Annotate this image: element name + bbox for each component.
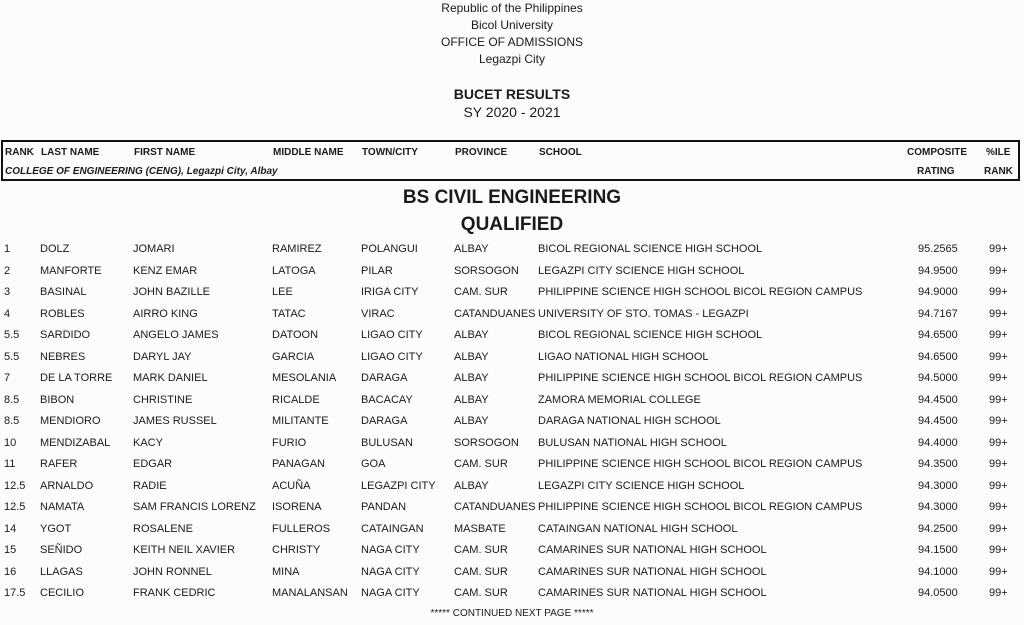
table-row	[0, 368, 1024, 390]
school-cell: PHILIPPINE SCIENCE HIGH SCHOOL BICOL REGION CAMPUS	[538, 458, 863, 470]
province-cell: ALBAY	[454, 243, 489, 255]
percentile-cell: 99+	[989, 522, 1008, 535]
rank-cell: 12.5	[4, 501, 26, 513]
rating-cell: 94.7167	[918, 307, 958, 320]
qualification-status: QUALIFIED	[460, 214, 564, 235]
province-cell: ALBAY	[454, 329, 489, 341]
middle-name-cell: FURIO	[272, 436, 307, 449]
column-header-box	[1, 140, 1020, 181]
town-cell: BULUSAN	[361, 436, 413, 449]
rank-cell: 7	[4, 372, 11, 384]
table-row	[0, 519, 1024, 541]
town-cell: POLANGUI	[361, 243, 418, 255]
school-cell: BICOL REGIONAL SCIENCE HIGH SCHOOL	[538, 243, 763, 255]
school-cell: LEGAZPI CITY SCIENCE HIGH SCHOOL	[538, 264, 745, 277]
last-name-cell: DE LA TORRE	[40, 372, 113, 384]
percentile-cell: 99+	[989, 264, 1008, 277]
school-cell: BICOL REGIONAL SCIENCE HIGH SCHOOL	[538, 329, 763, 341]
school-cell: UNIVERSITY OF STO. TOMAS - LEGAZPI	[538, 307, 749, 320]
town-cell: LEGAZPI CITY	[361, 479, 436, 492]
school-year: SY 2020 - 2021	[463, 104, 561, 120]
first-name-cell: JOHN BAZILLE	[133, 286, 211, 298]
province-cell: SORSOGON	[454, 436, 519, 449]
middle-name-cell: ISORENA	[272, 501, 322, 513]
first-name-cell: KEITH NEIL XAVIER	[133, 544, 236, 556]
rating-cell: 94.9500	[918, 264, 958, 277]
rank-cell: 8.5	[4, 393, 20, 406]
middle-name-cell: LATOGA	[272, 264, 316, 277]
rank-cell: 17.5	[4, 587, 26, 599]
percentile-cell: 99+	[989, 415, 1008, 427]
first-name-cell: FRANK CEDRIC	[133, 587, 216, 599]
rating-cell: 94.3000	[918, 501, 958, 513]
first-name-cell: KACY	[133, 436, 163, 449]
percentile-cell: 99+	[989, 372, 1008, 384]
town-cell: VIRAC	[361, 307, 395, 320]
percentile-cell: 99+	[989, 243, 1008, 255]
middle-name-cell: RAMIREZ	[272, 243, 322, 255]
rank-cell: 2	[4, 264, 11, 277]
province-cell: CAM. SUR	[454, 458, 508, 470]
col-province: PROVINCE	[455, 147, 508, 158]
college-name: COLLEGE OF ENGINEERING (CENG), Legazpi City, Albay	[5, 166, 278, 177]
last-name-cell: BASINAL	[40, 286, 87, 298]
first-name-cell: RADIE	[133, 479, 167, 492]
school-cell: CATAINGAN NATIONAL HIGH SCHOOL	[538, 522, 738, 535]
school-cell: BULUSAN NATIONAL HIGH SCHOOL	[538, 436, 727, 449]
middle-name-cell: MILITANTE	[272, 415, 329, 427]
first-name-cell: SAM FRANCIS LORENZ	[133, 501, 256, 513]
col-school: SCHOOL	[539, 147, 582, 158]
first-name-cell: JOMARI	[133, 243, 175, 255]
col-rank: RANK	[5, 147, 34, 158]
province-cell: CAM. SUR	[454, 565, 508, 578]
table-row	[0, 562, 1024, 584]
rank-cell: 4	[4, 307, 11, 320]
header-line-republic: Republic of the Philippines	[441, 1, 583, 15]
last-name-cell: ROBLES	[40, 307, 85, 320]
first-name-cell: JAMES RUSSEL	[133, 415, 217, 427]
header-line-office: OFFICE OF ADMISSIONS	[440, 35, 583, 49]
percentile-cell: 99+	[989, 307, 1008, 320]
last-name-cell: RAFER	[40, 458, 78, 470]
table-row	[0, 497, 1024, 519]
table-row	[0, 433, 1024, 455]
rank-cell: 5.5	[4, 329, 20, 341]
table-row	[0, 347, 1024, 369]
last-name-cell: ARNALDO	[40, 479, 94, 492]
middle-name-cell: FULLEROS	[272, 522, 331, 535]
province-cell: CAM. SUR	[454, 286, 508, 298]
last-name-cell: CECILIO	[40, 587, 85, 599]
province-cell: ALBAY	[454, 479, 489, 492]
percentile-cell: 99+	[989, 329, 1008, 341]
province-cell: MASBATE	[454, 522, 506, 535]
middle-name-cell: MANALANSAN	[272, 587, 348, 599]
town-cell: CATAINGAN	[361, 522, 424, 535]
province-cell: SORSOGON	[454, 264, 519, 277]
percentile-cell: 99+	[989, 350, 1008, 363]
col-rating: RATING	[917, 166, 955, 177]
table-row	[0, 411, 1024, 433]
program-name: BS CIVIL ENGINEERING	[402, 187, 622, 208]
school-cell: PHILIPPINE SCIENCE HIGH SCHOOL BICOL REGION CAMPUS	[538, 286, 863, 298]
last-name-cell: SEÑIDO	[40, 544, 83, 556]
province-cell: CATANDUANES	[454, 307, 536, 320]
last-name-cell: LLAGAS	[40, 565, 83, 578]
first-name-cell: CHRISTINE	[133, 393, 193, 406]
town-cell: LIGAO CITY	[361, 350, 423, 363]
percentile-cell: 99+	[989, 393, 1008, 406]
table-row	[0, 454, 1024, 476]
middle-name-cell: PANAGAN	[272, 458, 325, 470]
col-first-name: FIRST NAME	[134, 147, 196, 158]
school-cell: ZAMORA MEMORIAL COLLEGE	[538, 393, 701, 406]
rating-cell: 94.4500	[918, 415, 958, 427]
first-name-cell: ANGELO JAMES	[133, 329, 219, 341]
province-cell: CATANDUANES	[454, 501, 536, 513]
rating-cell: 94.3000	[918, 479, 958, 492]
rating-cell: 94.1500	[918, 544, 958, 556]
percentile-cell: 99+	[989, 501, 1008, 513]
header-line-university: Bicol University	[470, 18, 554, 32]
continued-note: ***** CONTINUED NEXT PAGE *****	[430, 608, 594, 619]
province-cell: ALBAY	[454, 393, 489, 406]
last-name-cell: MENDIZABAL	[40, 436, 111, 449]
school-cell: CAMARINES SUR NATIONAL HIGH SCHOOL	[538, 565, 767, 578]
rank-cell: 5.5	[4, 350, 20, 363]
school-cell: PHILIPPINE SCIENCE HIGH SCHOOL BICOL REGION CAMPUS	[538, 501, 863, 513]
town-cell: PANDAN	[361, 501, 407, 513]
province-cell: ALBAY	[454, 350, 489, 363]
middle-name-cell: DATOON	[272, 329, 319, 341]
first-name-cell: JOHN RONNEL	[133, 565, 212, 578]
rating-cell: 94.6500	[918, 329, 958, 341]
percentile-cell: 99+	[989, 544, 1008, 556]
table-row	[0, 390, 1024, 412]
table-row	[0, 261, 1024, 283]
middle-name-cell: ACUÑA	[272, 479, 311, 492]
col-town-city: TOWN/CITY	[362, 147, 418, 158]
institution-header	[0, 0, 1024, 68]
document-title: BUCET RESULTS	[453, 86, 571, 102]
middle-name-cell: GARCIA	[272, 350, 315, 363]
rating-cell: 94.4500	[918, 393, 958, 406]
rating-cell: 95.2565	[918, 243, 958, 255]
province-cell: CAM. SUR	[454, 587, 508, 599]
first-name-cell: EDGAR	[133, 458, 173, 470]
rank-cell: 12.5	[4, 479, 26, 492]
rating-cell: 94.2500	[918, 522, 958, 535]
town-cell: NAGA CITY	[361, 565, 420, 578]
last-name-cell: YGOT	[40, 522, 72, 535]
middle-name-cell: RICALDE	[272, 393, 320, 406]
rating-cell: 94.9000	[918, 286, 958, 298]
province-cell: CAM. SUR	[454, 544, 508, 556]
rank-cell: 11	[4, 458, 16, 470]
table-row	[0, 476, 1024, 498]
rank-cell: 16	[4, 565, 17, 578]
results-list	[0, 239, 1024, 605]
rating-cell: 94.4000	[918, 436, 958, 449]
rating-cell: 94.3500	[918, 458, 958, 470]
town-cell: PILAR	[361, 264, 393, 277]
table-row	[0, 282, 1024, 304]
rating-cell: 94.0500	[918, 587, 958, 599]
first-name-cell: MARK DANIEL	[133, 372, 208, 384]
school-cell: CAMARINES SUR NATIONAL HIGH SCHOOL	[538, 544, 767, 556]
table-row	[0, 583, 1024, 605]
school-cell: PHILIPPINE SCIENCE HIGH SCHOOL BICOL REGION CAMPUS	[538, 372, 863, 384]
middle-name-cell: CHRISTY	[272, 544, 321, 556]
town-cell: DARAGA	[361, 415, 408, 427]
school-cell: DARAGA NATIONAL HIGH SCHOOL	[538, 415, 721, 427]
table-row	[0, 304, 1024, 326]
rating-cell: 94.5000	[918, 372, 958, 384]
first-name-cell: AIRRO KING	[133, 307, 198, 320]
town-cell: DARAGA	[361, 372, 408, 384]
rank-cell: 8.5	[4, 415, 20, 427]
province-cell: ALBAY	[454, 415, 489, 427]
rating-cell: 94.6500	[918, 350, 958, 363]
last-name-cell: MANFORTE	[40, 264, 102, 277]
table-row	[0, 239, 1024, 261]
table-row	[0, 540, 1024, 562]
town-cell: LIGAO CITY	[361, 329, 423, 341]
last-name-cell: NEBRES	[40, 350, 86, 363]
last-name-cell: DOLZ	[40, 243, 70, 255]
first-name-cell: ROSALENE	[133, 522, 193, 535]
middle-name-cell: TATAC	[272, 307, 306, 320]
town-cell: NAGA CITY	[361, 544, 420, 556]
middle-name-cell: LEE	[272, 286, 293, 298]
school-cell: LIGAO NATIONAL HIGH SCHOOL	[538, 350, 709, 363]
last-name-cell: SARDIDO	[40, 329, 91, 341]
middle-name-cell: MINA	[272, 565, 300, 578]
last-name-cell: MENDIORO	[40, 415, 101, 427]
percentile-cell: 99+	[989, 458, 1008, 470]
town-cell: BACACAY	[361, 393, 413, 406]
col-middle-name: MIDDLE NAME	[273, 147, 344, 158]
middle-name-cell: MESOLANIA	[272, 372, 337, 384]
last-name-cell: BIBON	[40, 393, 75, 406]
town-cell: NAGA CITY	[361, 587, 420, 599]
rank-cell: 14	[4, 522, 17, 535]
col-last-name: LAST NAME	[41, 147, 100, 158]
col-composite: COMPOSITE	[907, 147, 968, 158]
first-name-cell: DARYL JAY	[133, 350, 192, 363]
town-cell: GOA	[361, 458, 386, 470]
last-name-cell: NAMATA	[40, 501, 85, 513]
rank-cell: 15	[4, 544, 17, 556]
table-row	[0, 325, 1024, 347]
percentile-cell: 99+	[989, 565, 1008, 578]
school-cell: LEGAZPI CITY SCIENCE HIGH SCHOOL	[538, 479, 745, 492]
school-cell: CAMARINES SUR NATIONAL HIGH SCHOOL	[538, 587, 767, 599]
percentile-cell: 99+	[989, 479, 1008, 492]
town-cell: IRIGA CITY	[361, 286, 419, 298]
province-cell: ALBAY	[454, 372, 489, 384]
first-name-cell: KENZ EMAR	[133, 264, 198, 277]
col-pct-rank: RANK	[984, 166, 1013, 177]
col-pctile: %ILE	[986, 147, 1011, 158]
rank-cell: 1	[4, 243, 11, 255]
percentile-cell: 99+	[989, 436, 1008, 449]
rank-cell: 3	[4, 286, 11, 298]
rating-cell: 94.1000	[918, 565, 958, 578]
percentile-cell: 99+	[989, 286, 1008, 298]
rank-cell: 10	[4, 436, 17, 449]
percentile-cell: 99+	[989, 587, 1008, 599]
header-line-city: Legazpi City	[478, 52, 546, 66]
